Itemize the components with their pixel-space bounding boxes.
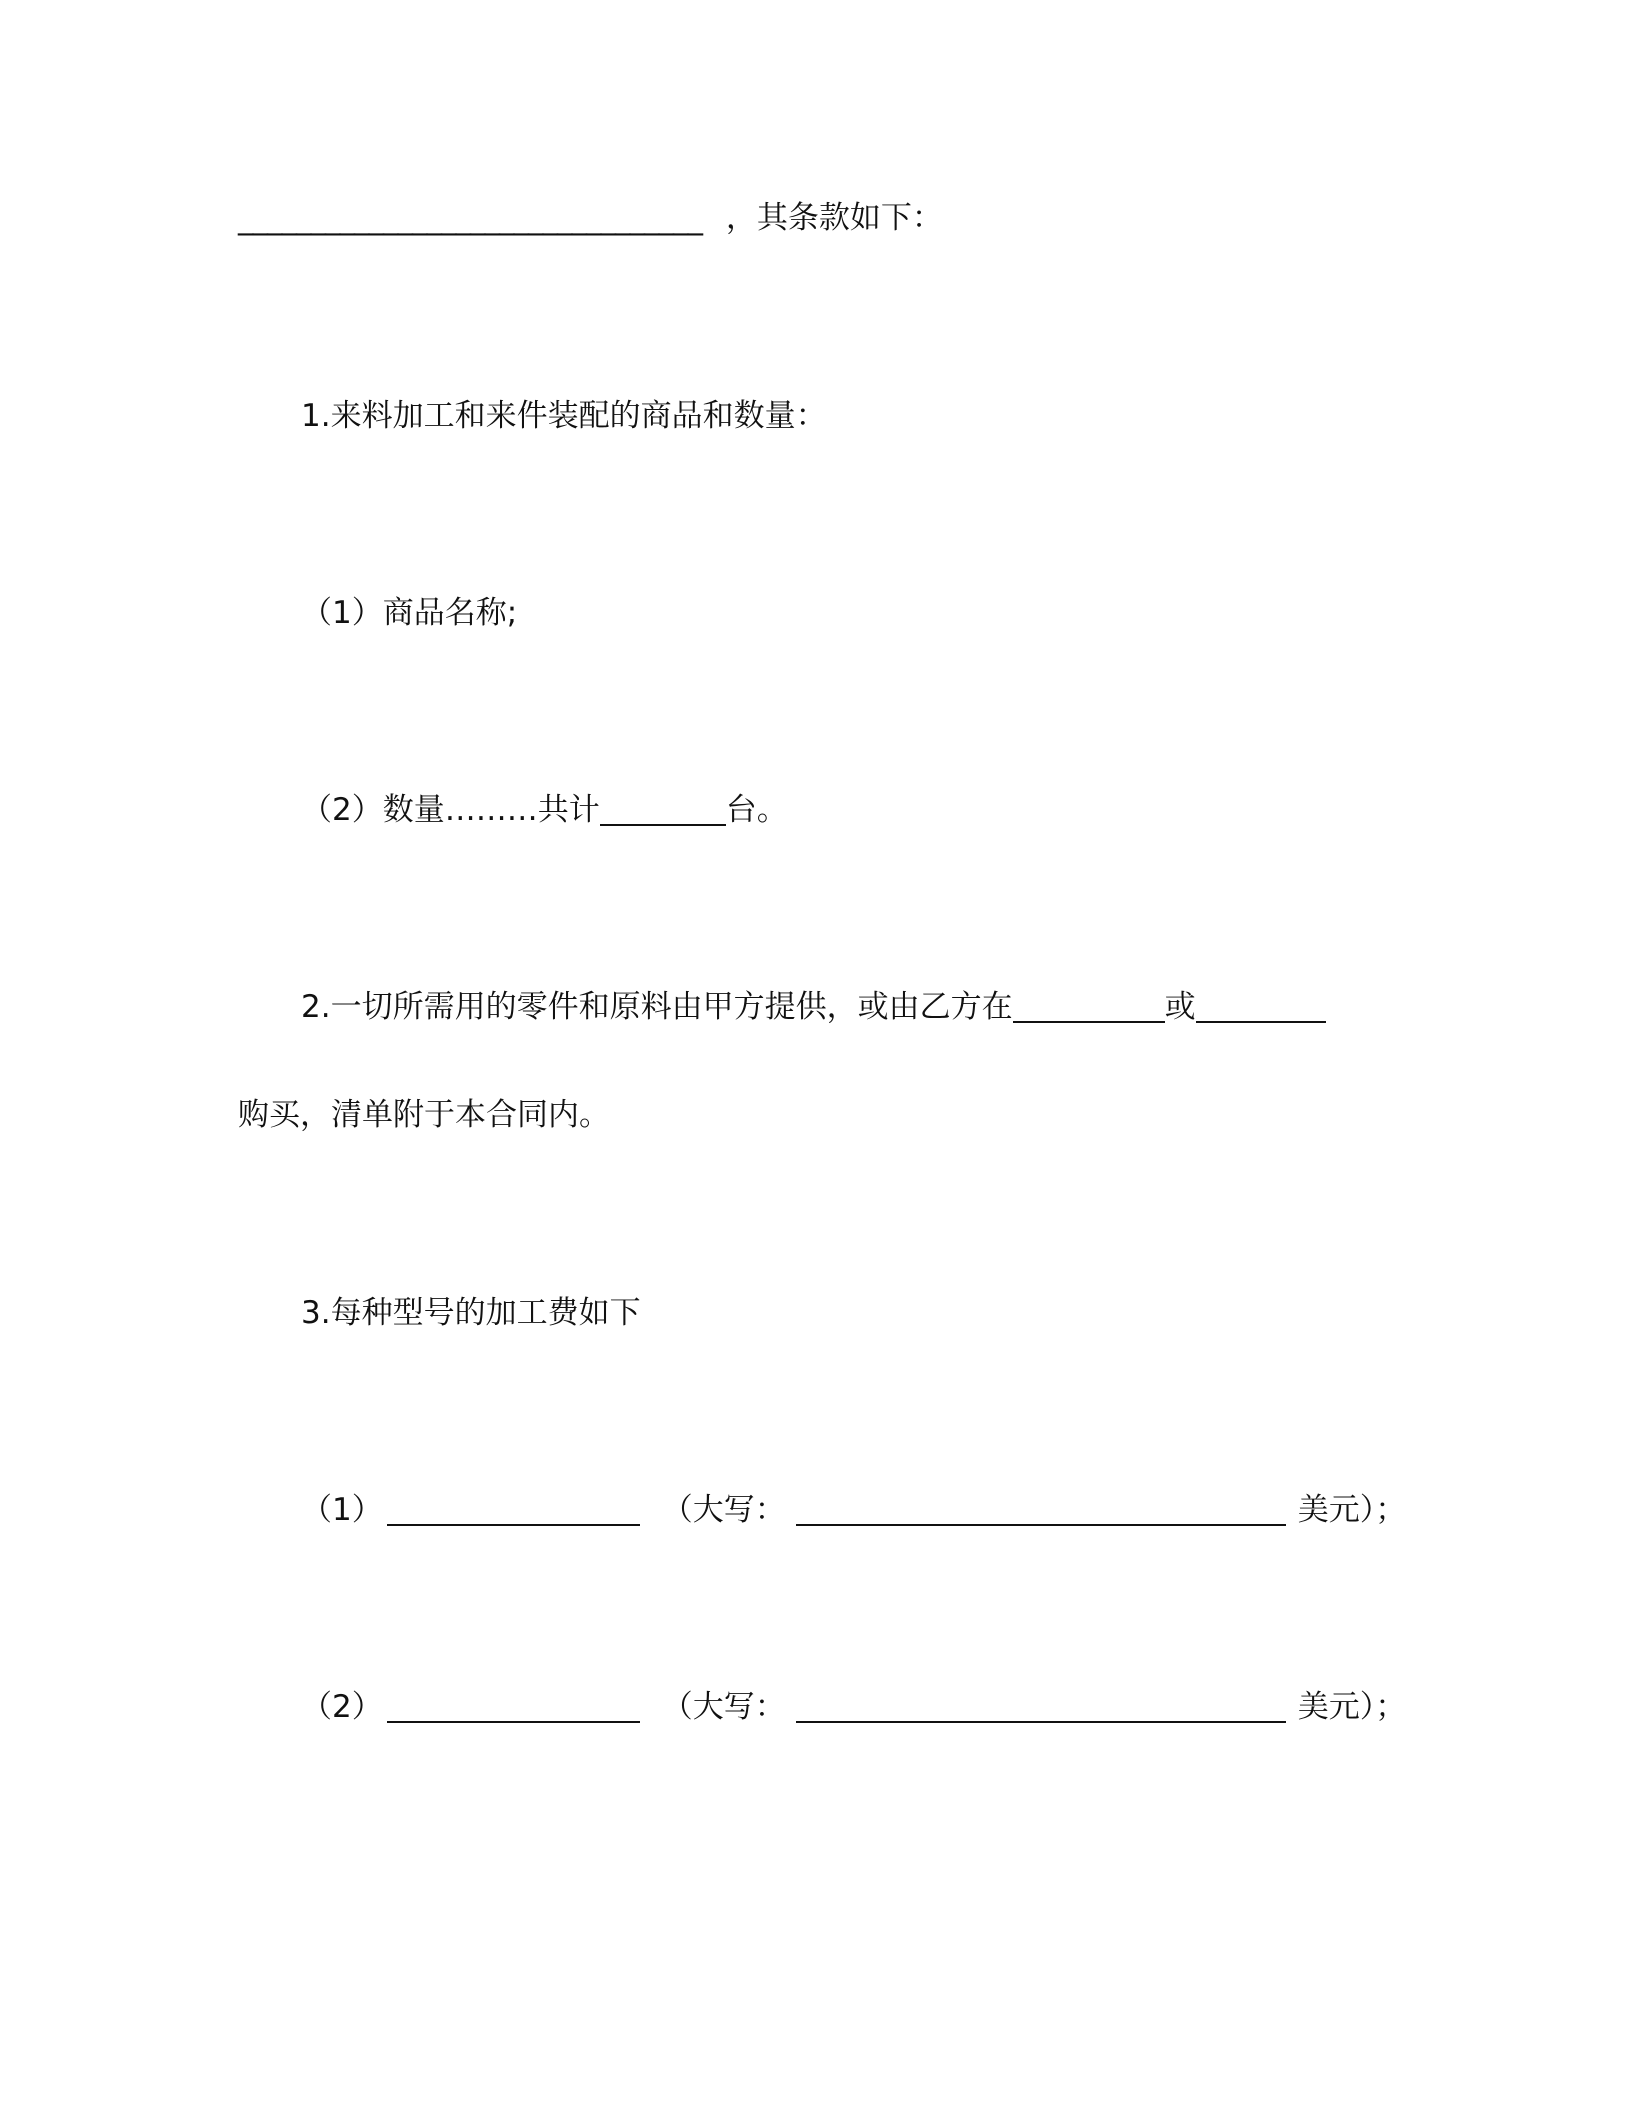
fee-uppercase-label: （大写：: [661, 1492, 786, 1528]
clause-1-2-text-after: 台。: [725, 792, 788, 828]
fee-uppercase-label: （大写：: [661, 1689, 786, 1725]
fee-amount-blank: [387, 1691, 640, 1723]
clause-2-continuation: [238, 1095, 610, 1135]
fee-uppercase-blank: [796, 1494, 1286, 1526]
intro-blank: ________________________________: [238, 200, 702, 236]
clause-2-text-middle: 或: [1164, 989, 1196, 1025]
clause-1-heading: [301, 396, 827, 436]
fee-amount-blank: [387, 1494, 640, 1526]
clause-1-1-text: （1）商品名称;: [301, 595, 518, 631]
purchase-location-blank-2: [1196, 991, 1326, 1023]
fee-unit-suffix: 美元）；: [1297, 1689, 1407, 1725]
clause-1-2: [301, 790, 788, 830]
intro-text: ，其条款如下：: [725, 200, 943, 236]
fee-row-number: （2）: [301, 1689, 383, 1725]
clause-3-text: 3.每种型号的加工费如下: [301, 1295, 641, 1331]
fee-uppercase-blank: [796, 1691, 1286, 1723]
clause-2-text-cont: 购买，清单附于本合同内。: [238, 1097, 610, 1133]
purchase-location-blank-1: [1013, 991, 1165, 1023]
quantity-blank: [600, 794, 726, 826]
clause-1-text: 1.来料加工和来件装配的商品和数量：: [301, 398, 827, 434]
clause-1-2-text-before: （2）数量………共计: [301, 792, 600, 828]
clause-2-text-before: 2.一切所需用的零件和原料由甲方提供，或由乙方在: [301, 989, 1013, 1025]
clause-2: [301, 987, 1326, 1027]
clause-1-1: [301, 593, 517, 633]
intro-line: [238, 198, 943, 238]
clause-3-heading: [301, 1293, 641, 1333]
fee-row: [301, 1490, 1406, 1530]
fee-unit-suffix: 美元）；: [1297, 1492, 1407, 1528]
fee-row-number: （1）: [301, 1492, 383, 1528]
fee-row: [301, 1687, 1406, 1727]
